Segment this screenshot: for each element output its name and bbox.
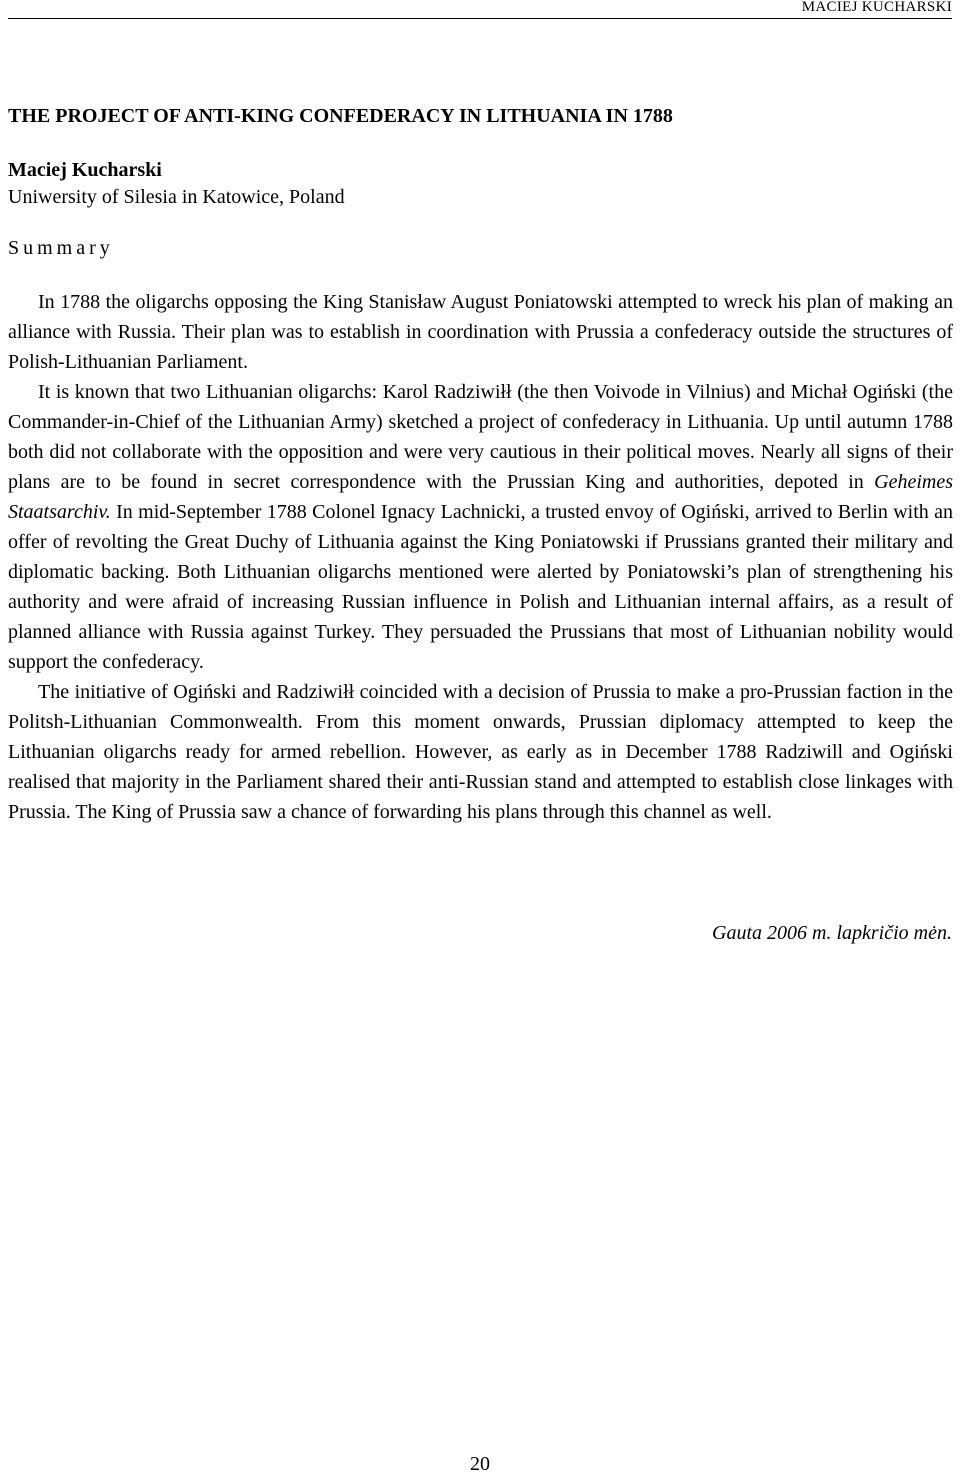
archive-name: Geheimes Staatsarchiv. bbox=[8, 471, 953, 523]
paragraph-text: The initiative of Ogiński and Radziwiłł coincided with a decision of Prussia to make a pro-Prussian faction in the Politsh-Lithuanian Commonwealth. From this moment onwards, Prussian diplomacy attempted to keep the Lithuanian oligarchs ready for armed rebellion. However, as early as in December 1788 Radziwill and Ogiński realised that majority in the Parliament shared their anti-Russian stand and attempted to establish close linkages with Prussia. The King of Prussia saw a chance of forwarding his plans through this channel as well. bbox=[8, 681, 953, 823]
paragraph-text: It is known that two Lithuanian oligarchs: Karol Radziwiłł (the then Voivode in Vilnius) and Michał Ogiński (the Commander-in-Chief of the Lithuanian Army) sketched a project of confederacy in Lithuania. Up until autumn 1788 both did not collaborate with the opposition and were very cautious in their political moves. Nearly all signs of their plans are to be found in secret correspondence with the Prussian King and authorities, depoted in bbox=[8, 381, 953, 493]
header-rule bbox=[8, 18, 952, 19]
paragraph bbox=[8, 287, 953, 377]
received-date: Gauta 2006 m. lapkričio mėn. bbox=[712, 922, 952, 944]
summary-body bbox=[8, 287, 953, 827]
paragraph bbox=[8, 377, 953, 677]
summary-heading: Summary bbox=[8, 237, 114, 259]
paragraph-text-continued: In mid-September 1788 Colonel Ignacy Lachnicki, a trusted envoy of Ogiński, arrived to Berlin with an offer of revolting the Great Duchy of Lithuania against the King Poniatowski if Prussians granted their military and diplomatic backing. Both Lithuanian oligarchs mentioned were alerted by Poniatowski’s plan of strengthening his authority and were afraid of increasing Russian influence in Polish and Lithuanian internal affairs, as a result of planned alliance with Russia against Turkey. They persuaded the Prussians that most of Lithuanian nobility would support the confederacy. bbox=[8, 501, 953, 673]
author-affiliation: Uniwersity of Silesia in Katowice, Poland bbox=[8, 186, 345, 208]
author-name: Maciej Kucharski bbox=[8, 159, 162, 181]
paragraph bbox=[8, 677, 953, 827]
article-title: THE PROJECT OF ANTI-KING CONFEDERACY IN LITHUANIA IN 1788 bbox=[8, 105, 673, 127]
running-head: MACIEJ KUCHARSKI bbox=[801, 0, 952, 15]
paragraph-text: In 1788 the oligarchs opposing the King Stanisław August Poniatowski attempted to wreck his plan of making an alliance with Russia. Their plan was to establish in coordination with Prussia a confederacy outside the structures of Polish-Lithuanian Parliament. bbox=[8, 291, 953, 373]
page-number: 20 bbox=[470, 1453, 490, 1475]
